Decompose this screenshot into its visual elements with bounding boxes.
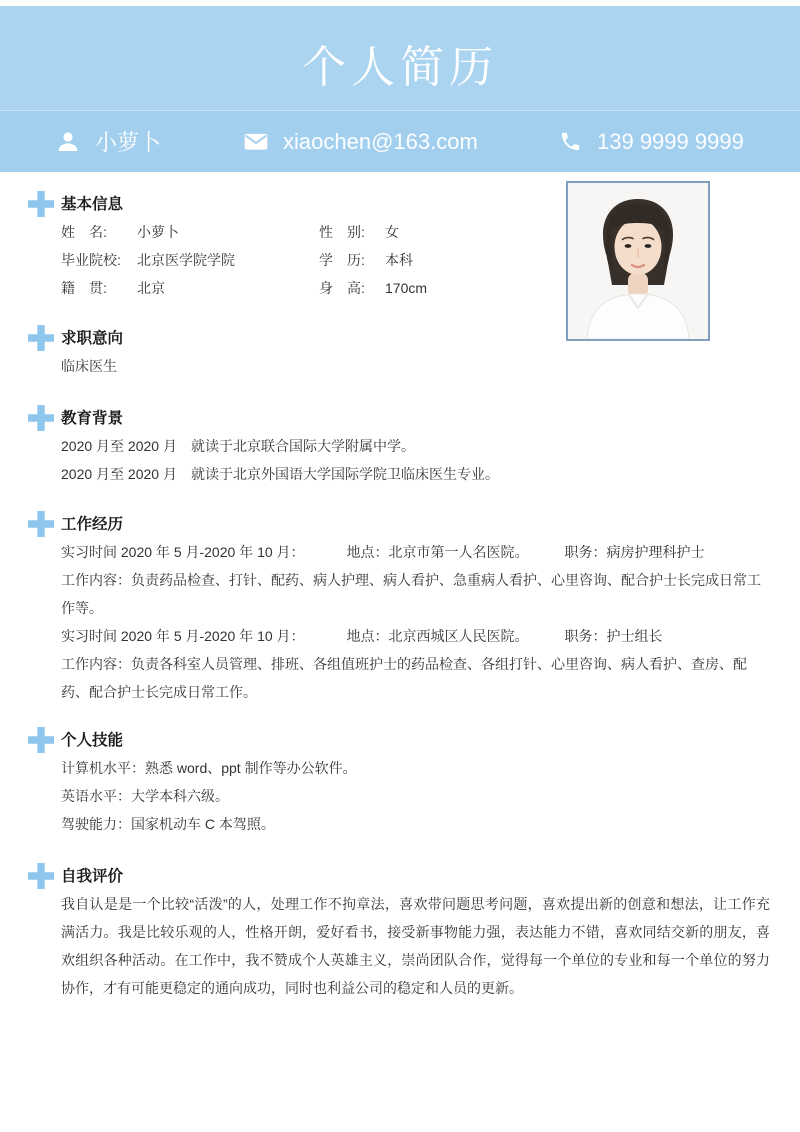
info-field-name: [61, 218, 319, 246]
skill-item: 计算机水平：熟悉 word、ppt 制作等办公软件。: [61, 760, 357, 776]
section-title-work: 工作经历: [61, 516, 124, 533]
section-title-basic: 基本信息: [61, 196, 124, 213]
work-content: 工作内容：负责各科室人员管理、排班、各组值班护士的药品检查、各组打针、心里咨询、病人看护、查房、配药、配合护士长完成日常工作。: [61, 656, 747, 700]
info-value: 170cm: [385, 280, 428, 296]
work-meta-row: [61, 622, 770, 650]
info-field-hometown: [61, 274, 319, 302]
work-role: 职务：病房护理科护士: [564, 544, 705, 560]
info-label: 籍 贯:: [61, 280, 107, 296]
info-label: 姓 名:: [61, 224, 107, 240]
section-education: [28, 406, 770, 488]
info-field-degree: [319, 246, 566, 274]
self-evaluation-text: 我自认是是一个比较“活泼”的人，处理工作不拘章法，喜欢带问题思考问题，喜欢提出新的创意和想法，让工作充满活力。我是比较乐观的人，性格开朗，爱好看书，接受新事物能力强，表达能力不错，喜欢同结交新的朋友，喜欢组织各种活动。在工作中，我不赞成个人英雄主义，崇尚团队合作，觉得每一个单位的专业和每一个单位的努力协作，才有可能更稳定的通向成功，同时也利益公司的稳定和人员的更新。: [61, 896, 770, 996]
info-label: 毕业院校:: [61, 252, 121, 268]
education-item: 2020 月至 2020 月 就读于北京外国语大学国际学院卫临床医生专业。: [61, 466, 499, 482]
header-title-area: [0, 6, 800, 110]
profile-photo: [566, 181, 710, 341]
phone-icon: [557, 130, 583, 153]
plus-icon: [28, 405, 54, 431]
plus-icon: [28, 325, 54, 351]
plus-icon: [28, 727, 54, 753]
info-value: 北京医学院学院: [137, 252, 235, 268]
work-role: 职务：护士组长: [564, 628, 663, 644]
plus-icon: [28, 191, 54, 217]
section-skills: [28, 728, 770, 838]
plus-icon: [28, 863, 54, 889]
work-place: 地点：北京西城区人民医院。: [346, 628, 529, 644]
plus-icon: [28, 511, 54, 537]
page-title: 个人简历: [302, 43, 498, 92]
info-label: 身 高:: [319, 280, 365, 296]
section-title-intent: 求职意向: [61, 330, 124, 347]
info-field-gender: [319, 218, 566, 246]
contact-name-text: 小萝卜: [95, 130, 162, 155]
work-meta-row: [61, 538, 770, 566]
education-item: 2020 月至 2020 月 就读于北京联合国际大学附属中学。: [61, 438, 415, 454]
work-place: 地点：北京市第一人名医院。: [346, 544, 529, 560]
basic-info-grid: [61, 218, 566, 302]
info-field-height: [319, 274, 566, 302]
section-self-evaluation: [28, 864, 770, 1002]
work-time: 实习时间 2020 年 5 月-2020 年 10 月：: [61, 628, 305, 644]
info-value: 女: [385, 224, 399, 240]
info-value: 本科: [385, 252, 413, 268]
info-label: 学 历:: [319, 252, 365, 268]
info-value: 北京: [137, 280, 165, 296]
info-label: 性 别:: [319, 224, 365, 240]
resume-body: [0, 172, 800, 1002]
section-title-selfeval: 自我评价: [61, 868, 124, 885]
work-time: 实习时间 2020 年 5 月-2020 年 10 月：: [61, 544, 305, 560]
contact-bar: [0, 110, 800, 172]
section-work-experience: [28, 512, 770, 706]
mail-icon: [243, 128, 269, 155]
skill-item: 驾驶能力：国家机动车 C 本驾照。: [61, 816, 275, 832]
work-content: 工作内容：负责药品检查、打针、配药、病人护理、病人看护、急重病人看护、心里咨询、配合护士长完成日常工作等。: [61, 572, 761, 616]
contact-name: [55, 126, 243, 157]
job-intent-value: 临床医生: [61, 358, 117, 374]
skill-item: 英语水平：大学本科六级。: [61, 788, 229, 804]
contact-email: [243, 128, 557, 155]
portrait-illustration: [568, 183, 708, 339]
user-icon: [55, 130, 81, 154]
contact-email-text: xiaochen@163.com: [283, 128, 478, 154]
contact-phone-text: 139 9999 9999: [597, 128, 744, 154]
section-title-skills: 个人技能: [61, 732, 124, 749]
info-value: 小萝卜: [137, 224, 179, 240]
contact-phone: [557, 129, 760, 155]
resume-header: [0, 6, 800, 172]
info-field-school: [61, 246, 319, 274]
section-title-education: 教育背景: [61, 410, 124, 427]
